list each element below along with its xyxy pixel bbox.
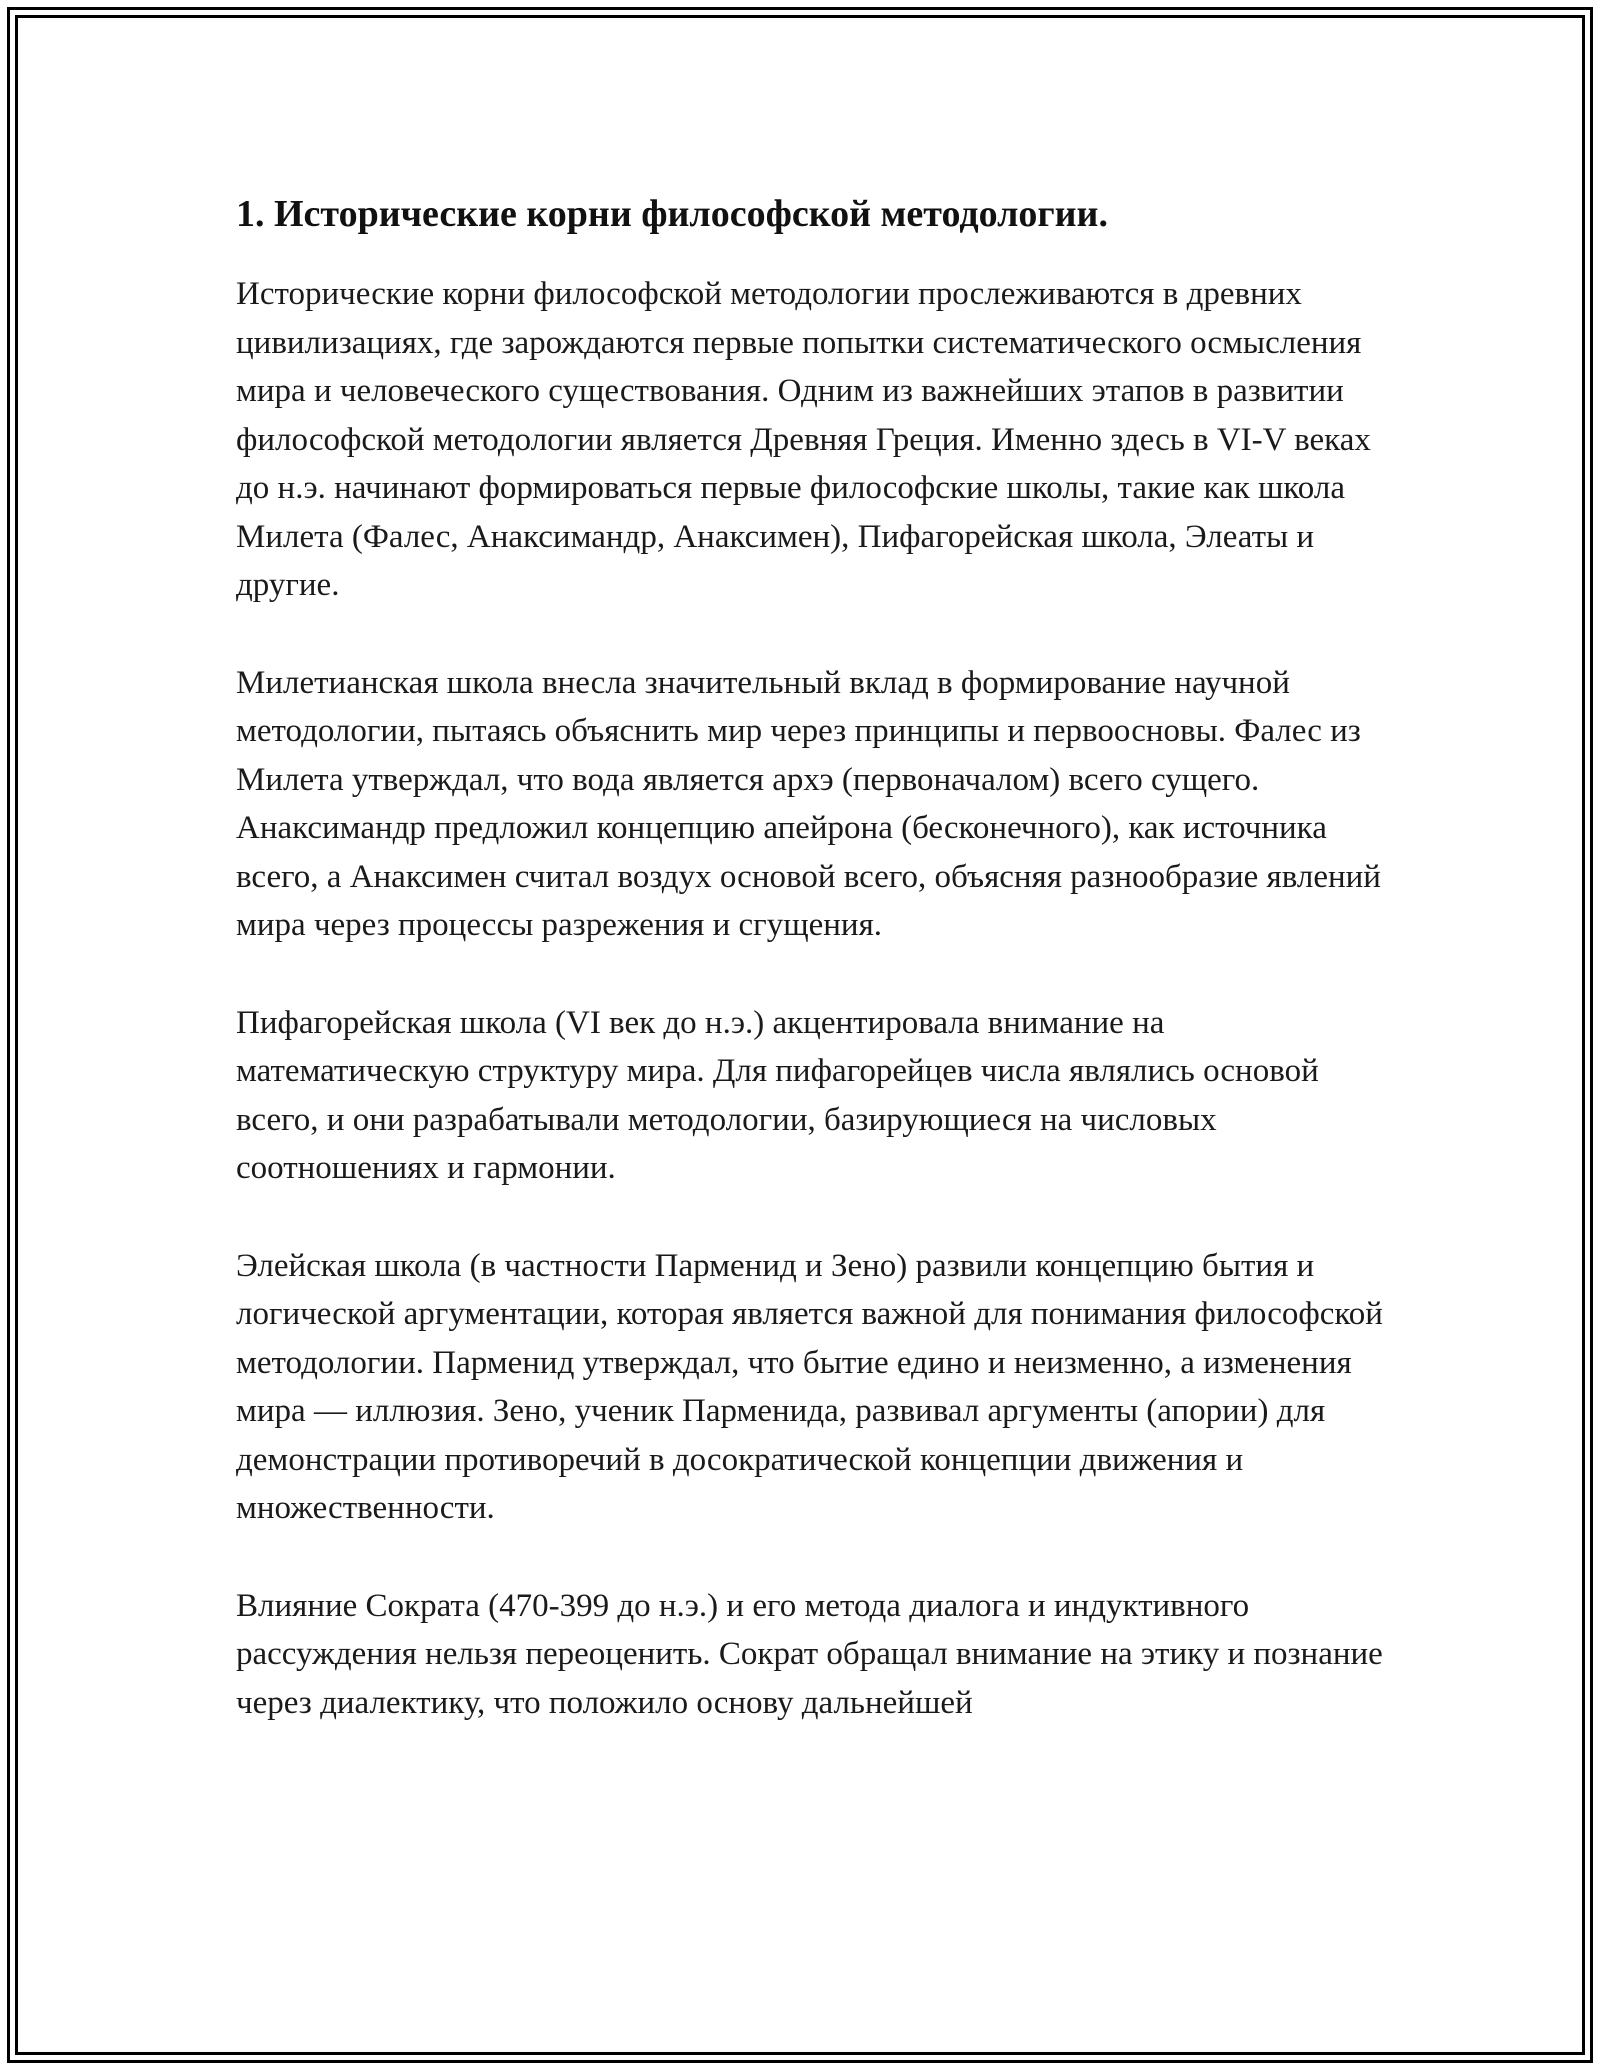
document-body: [236, 188, 1396, 1776]
paragraph-intro: Исторические корни философской методологии прослеживаются в древних цивилизациях, где зарождаются первые попытки систематического осмысления мира и человеческого существования. Одним из важнейших этапов в развитии философской методологии является Древняя Греция. Именно здесь в VI-V веках до н.э. начинают формироваться первые философские школы, такие как школа Милета (Фалес, Анаксимандр, Анаксимен), Пифагорейская школа, Элеаты и другие.: [236, 276, 1371, 603]
paragraph-eleatics: Элейская школа (в частности Парменид и Зено) развили концепцию бытия и логической аргументации, которая является важной для понимания философской методологии. Парменид утверждал, что бытие едино и неизменно, а изменения мира — иллюзия. Зено, ученик Парменида, развивал аргументы (апории) для демонстрации противоречий в досократической концепции движения и множественности.: [236, 1247, 1383, 1526]
paragraph-socrates: Влияние Сократа (470-399 до н.э.) и его метода диалога и индуктивного рассуждения нельзя переоценить. Сократ обращал внимание на этику и познание через диалектику, что положило основу дальнейшей: [236, 1587, 1383, 1721]
paragraph-miletus: Милетианская школа внесла значительный вклад в формирование научной методологии, пытаясь объяснить мир через принципы и первоосновы. Фалес из Милета утверждал, что вода является архэ (первоначалом) всего сущего. Анаксимандр предложил концепцию апейрона (бесконечного), как источника всего, а Анаксимен считал воздух основой всего, объясняя разнообразие явлений мира через процессы разрежения и сгущения.: [236, 664, 1381, 943]
paragraph-pythagoreans: Пифагорейская школа (VI век до н.э.) акцентировала внимание на математическую структуру мира. Для пифагорейцев числа являлись основой всего, и они разрабатывали методологии, базирующиеся на числовых соотношениях и гармонии.: [236, 1004, 1319, 1186]
section-heading: 1. Исторические корни философской методологии.: [236, 193, 1108, 235]
